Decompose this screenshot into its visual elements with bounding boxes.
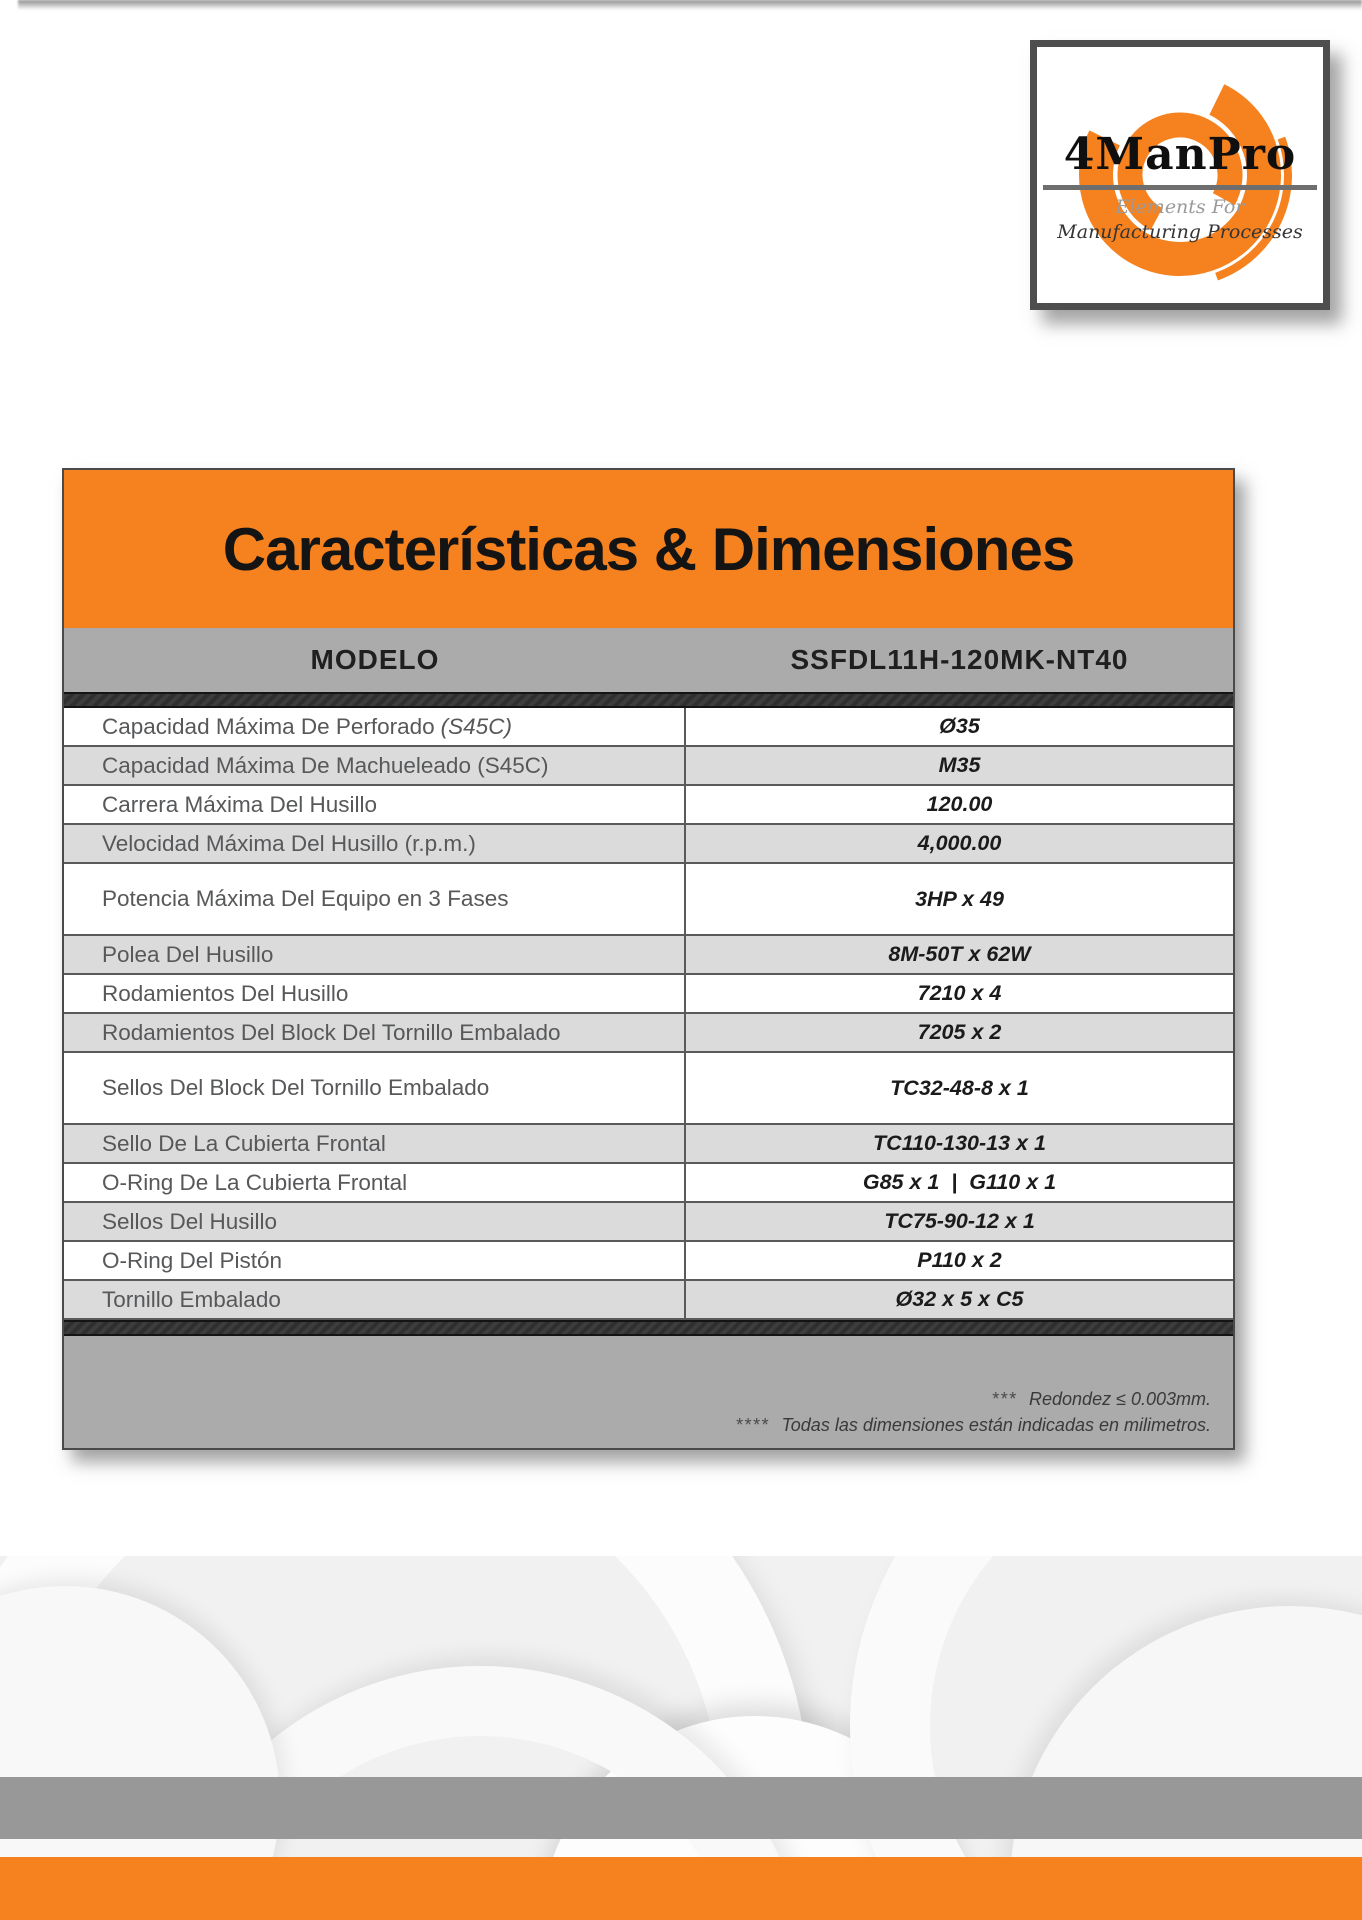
row-label-main: Polea Del Husillo bbox=[102, 941, 274, 967]
row-value: 4,000.00 bbox=[917, 831, 1002, 855]
row-label bbox=[64, 936, 686, 973]
row-label-main: Velocidad Máxima Del Husillo (r.p.m.) bbox=[102, 830, 476, 856]
logo-wordmark: 4ManPro bbox=[1063, 129, 1297, 180]
model-label: MODELO bbox=[310, 644, 440, 675]
footer-gray-band bbox=[0, 1777, 1362, 1839]
row-label-main: O-Ring Del Pistón bbox=[102, 1247, 283, 1273]
row-label bbox=[64, 747, 686, 784]
spec-row bbox=[64, 1281, 1233, 1320]
spec-row bbox=[64, 1242, 1233, 1281]
model-header-row bbox=[64, 628, 1233, 692]
spec-row bbox=[64, 786, 1233, 825]
footnote-line bbox=[735, 1412, 1211, 1438]
row-label-main: Rodamientos Del Block Del Tornillo Embalado bbox=[102, 1019, 561, 1045]
spec-row bbox=[64, 1053, 1233, 1125]
row-label bbox=[64, 1164, 686, 1201]
page-top-shadow bbox=[18, 0, 1362, 10]
row-value: 8M-50T x 62W bbox=[888, 942, 1031, 966]
row-label-italic: (S45C) bbox=[440, 713, 512, 739]
spec-row bbox=[64, 708, 1233, 747]
footer-orange-band bbox=[0, 1857, 1362, 1920]
spec-row bbox=[64, 747, 1233, 786]
dark-separator-top bbox=[64, 692, 1233, 708]
row-value: TC32-48-8 x 1 bbox=[890, 1075, 1029, 1100]
spec-row bbox=[64, 864, 1233, 936]
footnote-text: Todas las dimensiones están indicadas en milimetros. bbox=[781, 1415, 1211, 1435]
spec-rows bbox=[64, 708, 1233, 1320]
row-value: TC75-90-12 x 1 bbox=[884, 1209, 1035, 1233]
row-label bbox=[64, 1014, 686, 1051]
row-label-main: O-Ring De La Cubierta Frontal bbox=[102, 1169, 408, 1195]
row-value: 120.00 bbox=[926, 792, 993, 816]
row-label bbox=[64, 1203, 686, 1240]
spec-row bbox=[64, 975, 1233, 1014]
footnote-line bbox=[735, 1386, 1211, 1412]
row-value: 3HP x 49 bbox=[915, 886, 1004, 911]
row-value: 7210 x 4 bbox=[917, 981, 1002, 1005]
footnote-stars: *** bbox=[991, 1389, 1018, 1409]
spec-card bbox=[62, 468, 1235, 1450]
spec-row bbox=[64, 1014, 1233, 1053]
row-label-main: Rodamientos Del Husillo bbox=[102, 980, 349, 1006]
row-value: Ø35 bbox=[939, 714, 980, 738]
row-label bbox=[64, 1125, 686, 1162]
row-label-main: Sellos Del Block Del Tornillo Embalado bbox=[102, 1075, 490, 1100]
spec-row bbox=[64, 1164, 1233, 1203]
footnote-text: Redondez ≤ 0.003mm. bbox=[1029, 1389, 1211, 1409]
row-value: Ø32 x 5 x C5 bbox=[895, 1287, 1024, 1311]
row-label bbox=[64, 1053, 686, 1123]
spec-footer bbox=[64, 1336, 1233, 1448]
row-label bbox=[64, 1242, 686, 1279]
row-label-main: Tornillo Embalado bbox=[102, 1286, 281, 1312]
row-value: TC110-130-13 x 1 bbox=[873, 1131, 1046, 1155]
row-value: G85 x 1 | G110 x 1 bbox=[862, 1170, 1057, 1194]
row-value: 7205 x 2 bbox=[917, 1020, 1002, 1044]
row-value: M35 bbox=[938, 753, 981, 777]
row-label bbox=[64, 708, 686, 745]
row-label-main: Sellos Del Husillo bbox=[102, 1208, 278, 1234]
row-label bbox=[64, 864, 686, 934]
logo-tagline-line1: Elements For bbox=[1115, 196, 1245, 218]
row-label bbox=[64, 975, 686, 1012]
row-label-main: Capacidad Máxima De Machueleado (S45C) bbox=[102, 752, 549, 778]
row-label-main: Potencia Máxima Del Equipo en 3 Fases bbox=[102, 886, 509, 911]
logo-tagline-line2: Manufacturing Processes bbox=[1057, 221, 1303, 243]
model-value: SSFDL11H-120MK-NT40 bbox=[790, 644, 1129, 675]
logo-tagline bbox=[1037, 195, 1323, 245]
row-label bbox=[64, 825, 686, 862]
row-value: P110 x 2 bbox=[917, 1248, 1002, 1272]
footnotes bbox=[735, 1386, 1211, 1438]
page-title: Características & Dimensiones bbox=[64, 470, 1233, 628]
spec-row bbox=[64, 1203, 1233, 1242]
dark-separator-bottom bbox=[64, 1320, 1233, 1336]
logo-inner bbox=[1037, 47, 1323, 303]
spec-row bbox=[64, 1125, 1233, 1164]
logo-box bbox=[1030, 40, 1330, 310]
row-label-main: Capacidad Máxima De Perforado bbox=[102, 713, 435, 739]
row-label bbox=[64, 786, 686, 823]
row-label-main: Sello De La Cubierta Frontal bbox=[102, 1130, 386, 1156]
row-label-main: Carrera Máxima Del Husillo bbox=[102, 791, 378, 817]
spec-row bbox=[64, 825, 1233, 864]
footnote-stars: **** bbox=[735, 1415, 770, 1435]
row-label bbox=[64, 1281, 686, 1318]
logo-divider bbox=[1043, 185, 1317, 190]
spec-row bbox=[64, 936, 1233, 975]
